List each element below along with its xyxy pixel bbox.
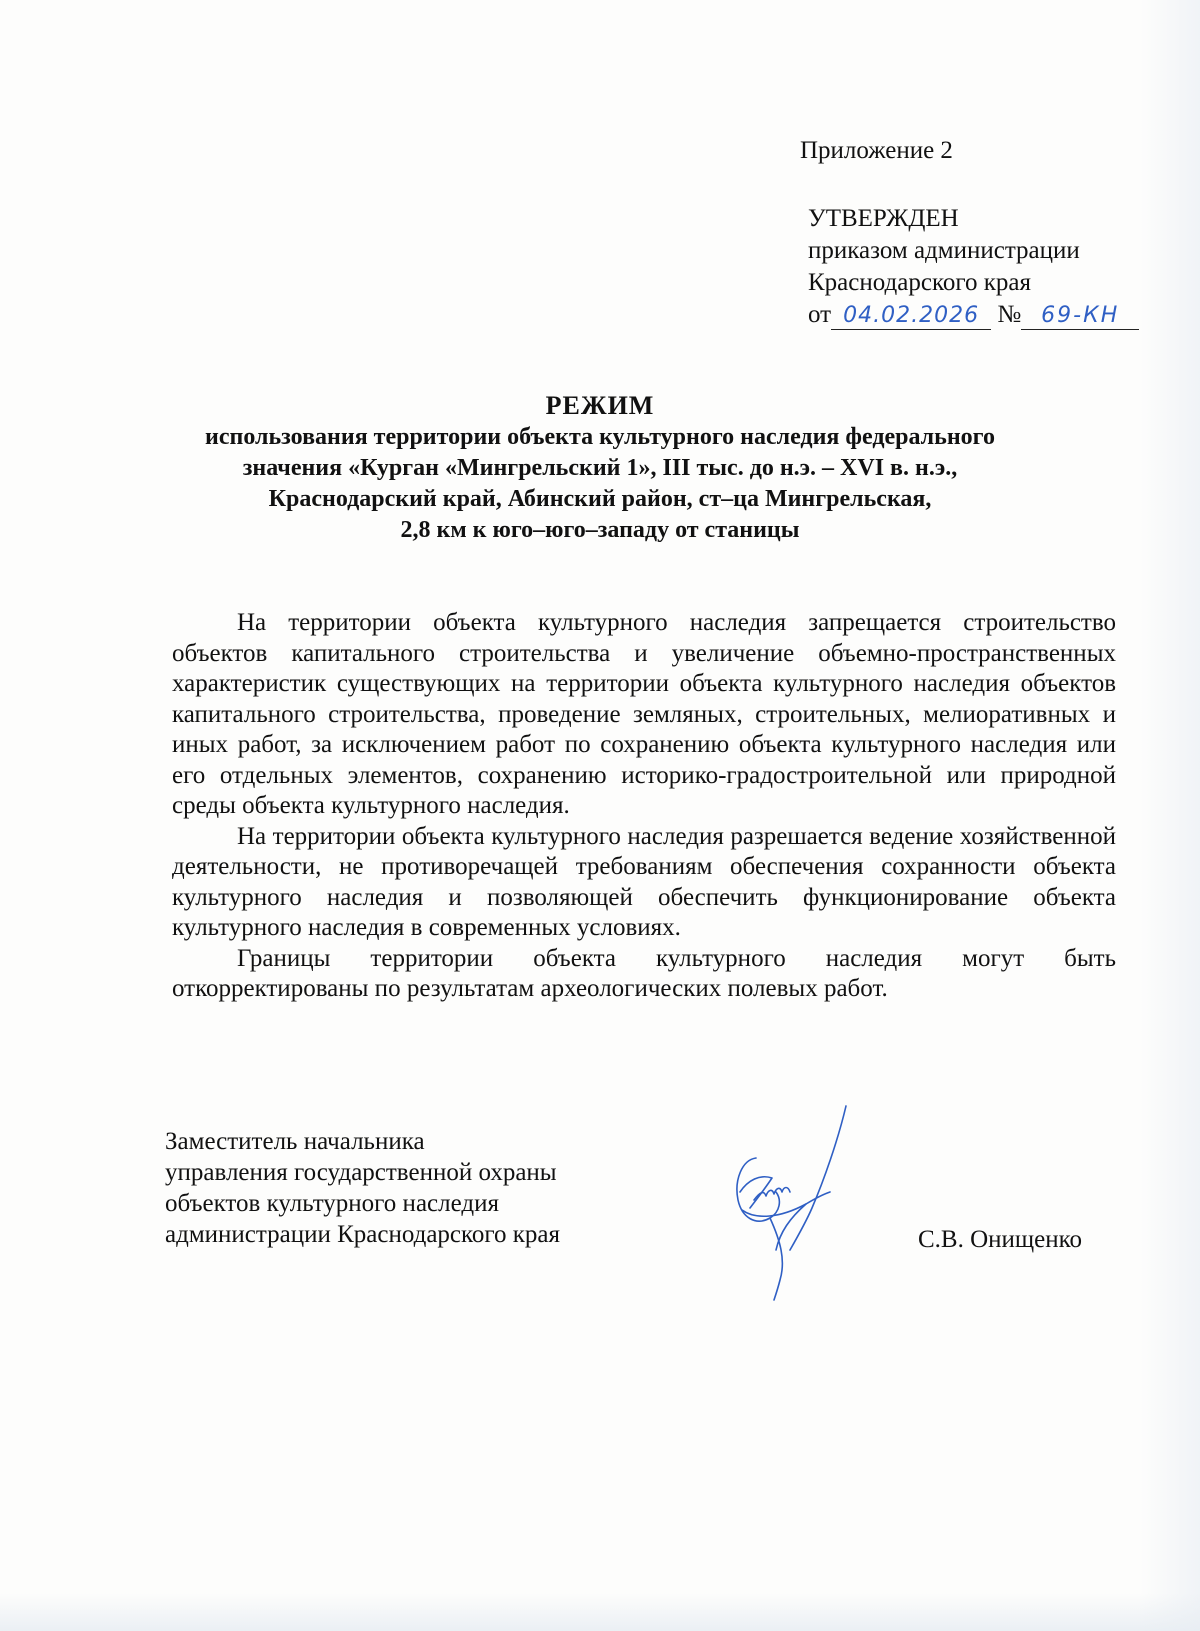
signer-position-line-4: администрации Краснодарского края	[165, 1221, 561, 1248]
number-prefix: №	[997, 301, 1022, 328]
signer-position	[165, 1126, 560, 1250]
document-subtitle-line-4: 2,8 км к юго–юго–западу от станицы	[400, 517, 800, 543]
body-paragraph-1: На территории объекта культурного наследия запрещается строительство объектов капитального строительства и увеличение объемно-пространственных характеристик существующих на территории объекта культурного наследия объектов капитального строительства, проведение земляных, строительных, мелиоративных и иных работ, за исключением работ по сохранению объекта культурного наследия или его отдельных элементов, сохранению историко-градостроительной или природной среды объекта культурного наследия.	[172, 609, 1116, 819]
date-prefix: от	[808, 301, 832, 328]
approval-block	[808, 203, 1139, 331]
approved-by-line-2: Краснодарского края	[808, 269, 1031, 296]
signer-position-line-1: Заместитель начальника	[165, 1128, 425, 1155]
body-paragraph-2: На территории объекта культурного наследия разрешается ведение хозяйственной деятельности, не противоречащей требованиям обеспечения сохранности объекта культурного наследия и позволяющей обеспечить функционирование объекта культурного наследия в современных условиях.	[172, 822, 1116, 941]
handwritten-date: 04.02.2026	[831, 303, 991, 330]
approved-label: УТВЕРЖДЕН	[808, 205, 959, 232]
document-subtitle-line-3: Краснодарский край, Абинский район, ст–ца Мингрельская,	[268, 486, 932, 512]
document-subtitle-line-1: использования территории объекта культурного наследия федерального	[205, 424, 995, 450]
document-title: РЕЖИМ	[545, 391, 655, 420]
handwritten-order-number: 69-КН	[1021, 303, 1139, 330]
scan-shadow-bottom	[0, 1593, 1200, 1631]
document-body	[172, 608, 1116, 1005]
order-date-number-line	[808, 299, 1139, 331]
signer-name: С.В. Онищенко	[918, 1226, 1083, 1253]
document-title-block	[160, 390, 1040, 546]
document-subtitle-line-2: значения «Курган «Мингрельский 1», III тыс. до н.э. – XVI в. н.э.,	[242, 455, 958, 481]
approved-by-line-1: приказом администрации	[808, 237, 1080, 264]
appendix-label: Приложение 2	[800, 137, 953, 164]
scan-shadow-right	[1140, 0, 1200, 1631]
handwritten-signature	[720, 1100, 880, 1320]
signer-position-line-2: управления государственной охраны	[165, 1159, 557, 1186]
signer-position-line-3: объектов культурного наследия	[165, 1190, 499, 1217]
body-paragraph-3: Границы территории объекта культурного наследия могут быть откорректированы по результатам археологических полевых работ.	[172, 944, 1116, 1002]
